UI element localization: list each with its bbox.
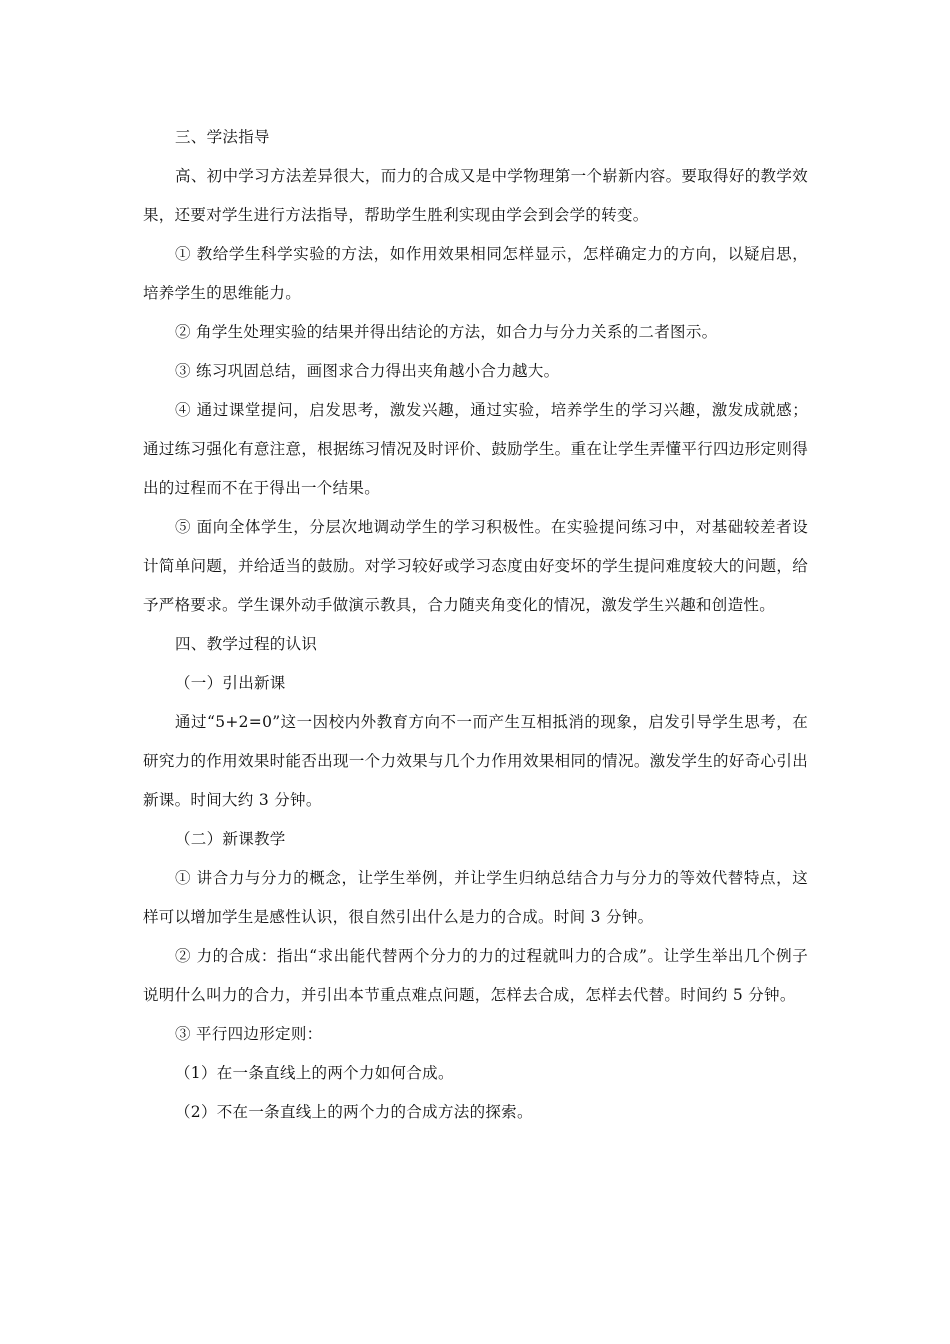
list-item-2: ② 角学生处理实验的结果并得出结论的方法，如合力与分力关系的二者图示。 [175, 323, 718, 341]
paragraph-intro-lesson: 通过“5+2=0”这一因校内外教育方向不一而产生互相抵消的现象，启发引导学生思考，在研究力的作用效果时能否出现一个力效果与几个力作用效果相同的情况。激发学生的好奇心引出新课。时间大约 3 分钟。 [143, 713, 808, 809]
paragraph-intro: 高、初中学习方法差异很大，而力的合成又是中学物理第一个崭新内容。要取得好的教学效果，还要对学生进行方法指导，帮助学生胜利实现由学会到会学的转变。 [143, 167, 808, 224]
lesson-item-2: ② 力的合成：指出“求出能代替两个分力的力的过程就叫力的合成”。让学生举出几个例子说明什么叫力的合力，并引出本节重点难点问题，怎样去合成，怎样去代替。时间约 5 分钟。 [143, 947, 808, 1004]
subheading-new-lesson: （二）新课教学 [175, 830, 286, 848]
list-item-4: ④ 通过课堂提问，启发思考，激发兴趣，通过实验，培养学生的学习兴趣，激发成就感；通过练习强化有意注意，根据练习情况及时评价、鼓励学生。重在让学生弄懂平行四边形定则得出的过程而不在于得出一个结果。 [143, 401, 808, 497]
lesson-item-1: ① 讲合力与分力的概念，让学生举例，并让学生归纳总结合力与分力的等效代替特点，这样可以增加学生是感性认识，很自然引出什么是力的合成。时间 3 分钟。 [143, 869, 808, 926]
section-heading-study-method: 三、学法指导 [175, 128, 270, 146]
list-item-1: ① 教给学生科学实验的方法，如作用效果相同怎样显示，怎样确定力的方向，以疑启思，培养学生的思维能力。 [143, 245, 808, 302]
lesson-item-3: ③ 平行四边形定则： [175, 1025, 323, 1043]
document-body [143, 118, 808, 1132]
subheading-intro-lesson: （一）引出新课 [175, 674, 286, 692]
lesson-subitem-2: （2）不在一条直线上的两个力的合成方法的探索。 [175, 1103, 533, 1121]
list-item-3: ③ 练习巩固总结，画图求合力得出夹角越小合力越大。 [175, 362, 560, 380]
list-item-5: ⑤ 面向全体学生，分层次地调动学生的学习积极性。在实验提问练习中，对基础较差者设计简单问题，并给适当的鼓励。对学习较好或学习态度由好变坏的学生提问难度较大的问题，给予严格要求。学生课外动手做演示教具，合力随夹角变化的情况，激发学生兴趣和创造性。 [143, 518, 808, 614]
lesson-subitem-1: （1）在一条直线上的两个力如何合成。 [175, 1064, 454, 1082]
section-heading-teaching-process: 四、教学过程的认识 [175, 635, 318, 653]
